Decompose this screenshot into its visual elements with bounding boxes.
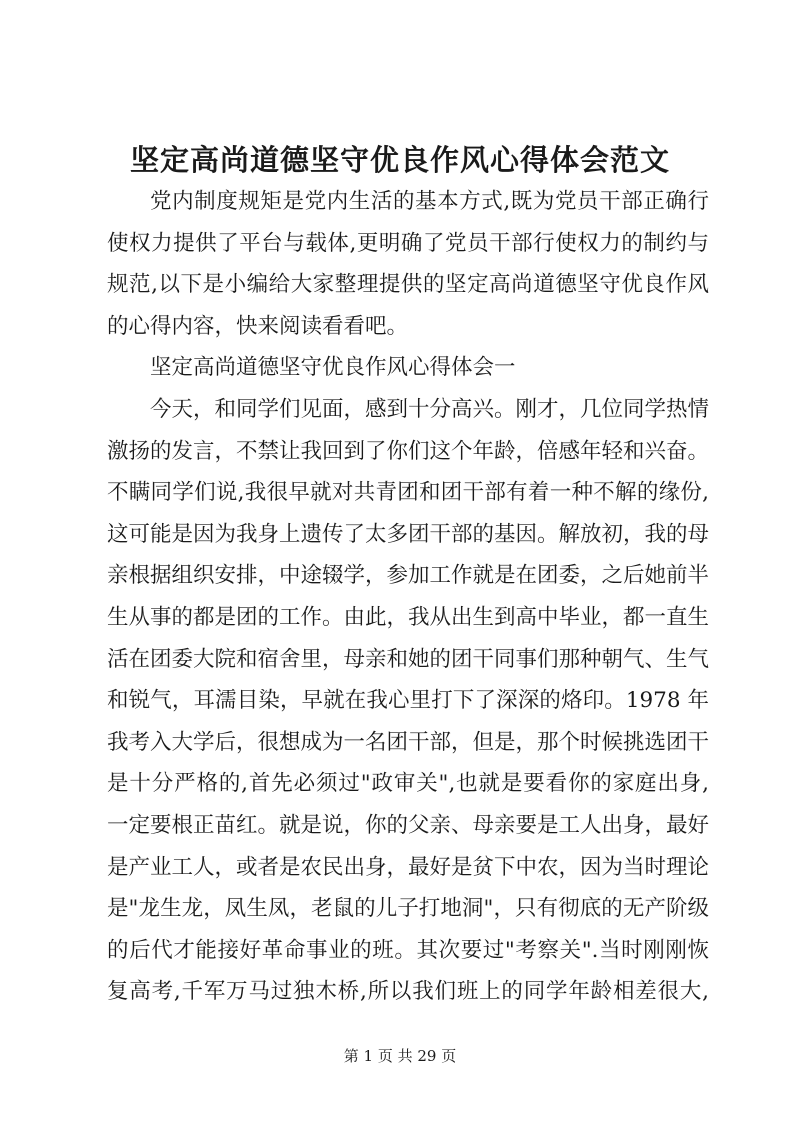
paragraph-line: 使权力提供了平台与载体,更明确了党员干部行使权力的制约与 xyxy=(107,230,709,256)
paragraph-line: 今天，和同学们见面，感到十分高兴。刚才，几位同学热情 xyxy=(150,396,710,422)
paragraph-line: 是十分严格的,首先必须过"政审关",也就是要看你的家庭出身, xyxy=(107,771,709,797)
paragraph-line: 活在团委大院和宿舍里，母亲和她的团干同事们那种朝气、生气 xyxy=(107,646,710,672)
paragraph-line: 规范,以下是小编给大家整理提供的坚定高尚道德坚守优良作风 xyxy=(107,272,709,298)
page-footer: 第 1 页 共 29 页 xyxy=(343,1047,457,1065)
paragraph-line: 我考入大学后，很想成为一名团干部，但是，那个时候挑选团干 xyxy=(107,729,710,755)
paragraph-line: 不瞒同学们说,我很早就对共青团和团干部有着一种不解的缘份, xyxy=(107,480,709,506)
document-body xyxy=(107,181,709,1013)
paragraph-line: 的心得内容，快来阅读看看吧。 xyxy=(107,313,409,339)
paragraph-line: 和锐气，耳濡目染，早就在我心里打下了深深的烙印。1978 年 xyxy=(107,688,709,714)
paragraph-line: 是产业工人，或者是农民出身，最好是贫下中农，因为当时理论 xyxy=(107,854,710,880)
paragraph-line: 复高考,千军万马过独木桥,所以我们班上的同学年龄相差很大, xyxy=(107,979,709,1005)
paragraph-line: 激扬的发言，不禁让我回到了你们这个年龄，倍感年轻和兴奋。 xyxy=(107,438,710,464)
paragraph-line: 党内制度规矩是党内生活的基本方式,既为党员干部正确行 xyxy=(150,189,709,214)
paragraph-line: 一定要根正苗红。就是说，你的父亲、母亲要是工人出身，最好 xyxy=(107,812,710,838)
paragraph-line: 是"龙生龙，凤生凤，老鼠的儿子打地洞"，只有彻底的无产阶级 xyxy=(107,896,709,922)
paragraph-line: 亲根据组织安排，中途辍学，参加工作就是在团委，之后她前半 xyxy=(107,563,710,589)
document-title: 坚定高尚道德坚守优良作风心得体会范文 xyxy=(129,143,670,177)
paragraph-line: 这可能是因为我身上遗传了太多团干部的基因。解放初，我的母 xyxy=(107,521,710,547)
section-heading: 坚定高尚道德坚守优良作风心得体会一 xyxy=(150,355,516,381)
paragraph-line: 生从事的都是团的工作。由此，我从出生到高中毕业，都一直生 xyxy=(107,604,710,630)
paragraph-line: 的后代才能接好革命事业的班。其次要过"考察关".当时刚刚恢 xyxy=(107,937,709,963)
